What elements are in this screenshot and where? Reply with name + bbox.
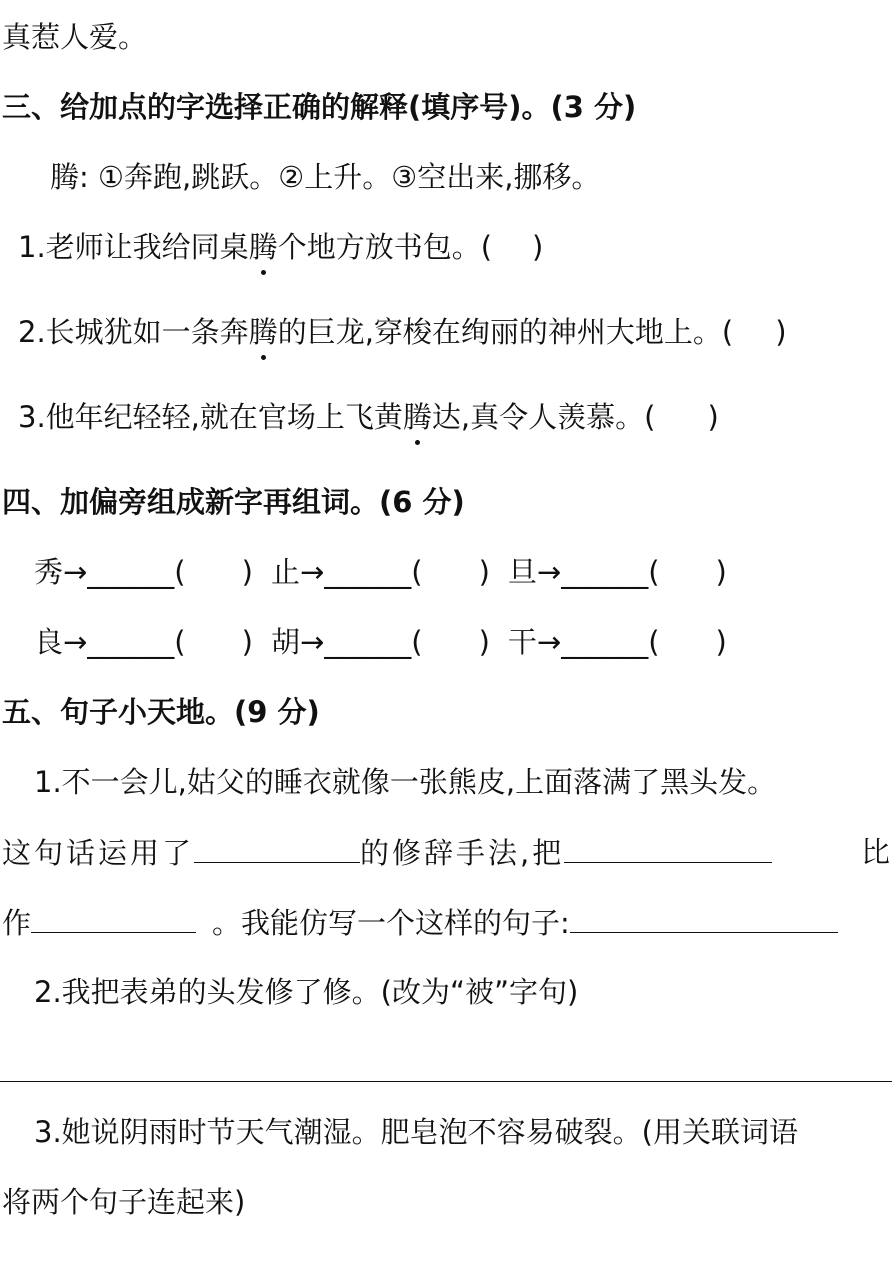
bracket-close: ) (715, 555, 727, 589)
bracket-close: ) (775, 315, 787, 349)
bracket-close: ) (241, 625, 253, 659)
question-3-2 (18, 312, 787, 352)
q-text: 2.长城犹如一条奔 (18, 315, 249, 349)
question-5-2: 2.我把表弟的头发修了修。(改为“被”字句) (34, 975, 579, 1009)
radical-item: 秀→______( (34, 555, 186, 589)
answer-blank[interactable] (564, 832, 772, 863)
q-text: 达,真令人羡慕。( (431, 400, 656, 434)
section-4-title: 四、加偏旁组成新字再组词。(6 分) (2, 485, 465, 519)
radical-item: 旦→______( (507, 555, 660, 589)
q-text: 1.老师让我给同桌 (18, 230, 249, 264)
radical-row-1 (34, 552, 727, 592)
answer-blank[interactable] (194, 832, 360, 863)
bracket-close: ) (707, 400, 719, 434)
dotted-char: 腾 (249, 227, 278, 267)
radical-row-2 (34, 622, 727, 662)
dotted-char: 腾 (249, 312, 278, 352)
q-text: 的巨龙,穿梭在绚丽的神州大地上。( (277, 315, 734, 349)
answer-blank[interactable] (31, 902, 196, 933)
answer-line[interactable] (0, 1081, 892, 1082)
question-5-1-blanks-a (2, 832, 890, 873)
q-text: 的修辞手法,把 (360, 836, 565, 870)
question-5-3: 3.她说阴雨时节天气潮湿。肥皂泡不容易破裂。(用关联词语 (34, 1115, 798, 1149)
continued-text: 真惹人爱。 (2, 20, 148, 54)
bracket-close: ) (478, 625, 490, 659)
section-3-title: 三、给加点的字选择正确的解释(填序号)。(3 分) (2, 90, 637, 124)
bracket-close: ) (532, 230, 544, 264)
q-text: 。我能仿写一个这样的句子: (212, 906, 570, 940)
radical-item: 良→______( (34, 625, 186, 659)
dotted-char: 腾 (403, 397, 432, 437)
question-5-3-cont: 将两个句子连起来) (2, 1185, 246, 1219)
radical-item: 止→______( (270, 555, 423, 589)
bracket-close: ) (478, 555, 490, 589)
radical-item: 胡→______( (270, 625, 423, 659)
bracket-close: ) (715, 625, 727, 659)
q-text: 这句话运用了 (2, 836, 195, 870)
question-5-1-blanks-b (2, 902, 838, 943)
q-text: 作 (2, 906, 32, 940)
question-5-1: 1.不一会儿,姑父的睡衣就像一张熊皮,上面落满了黑头发。 (34, 765, 777, 799)
q-text: 3.他年纪轻轻,就在官场上飞黄 (18, 400, 403, 434)
bracket-close: ) (241, 555, 253, 589)
definition-line: 腾: ①奔跑,跳跃。②上升。③空出来,挪移。 (50, 160, 601, 194)
radical-item: 干→______( (507, 625, 660, 659)
section-5-title: 五、句子小天地。(9 分) (2, 695, 320, 729)
q-text: 个地方放书包。( (277, 230, 493, 264)
answer-blank[interactable] (570, 902, 838, 933)
q-text: 比 (860, 835, 890, 869)
question-3-3 (18, 397, 719, 437)
question-3-1 (18, 227, 543, 267)
